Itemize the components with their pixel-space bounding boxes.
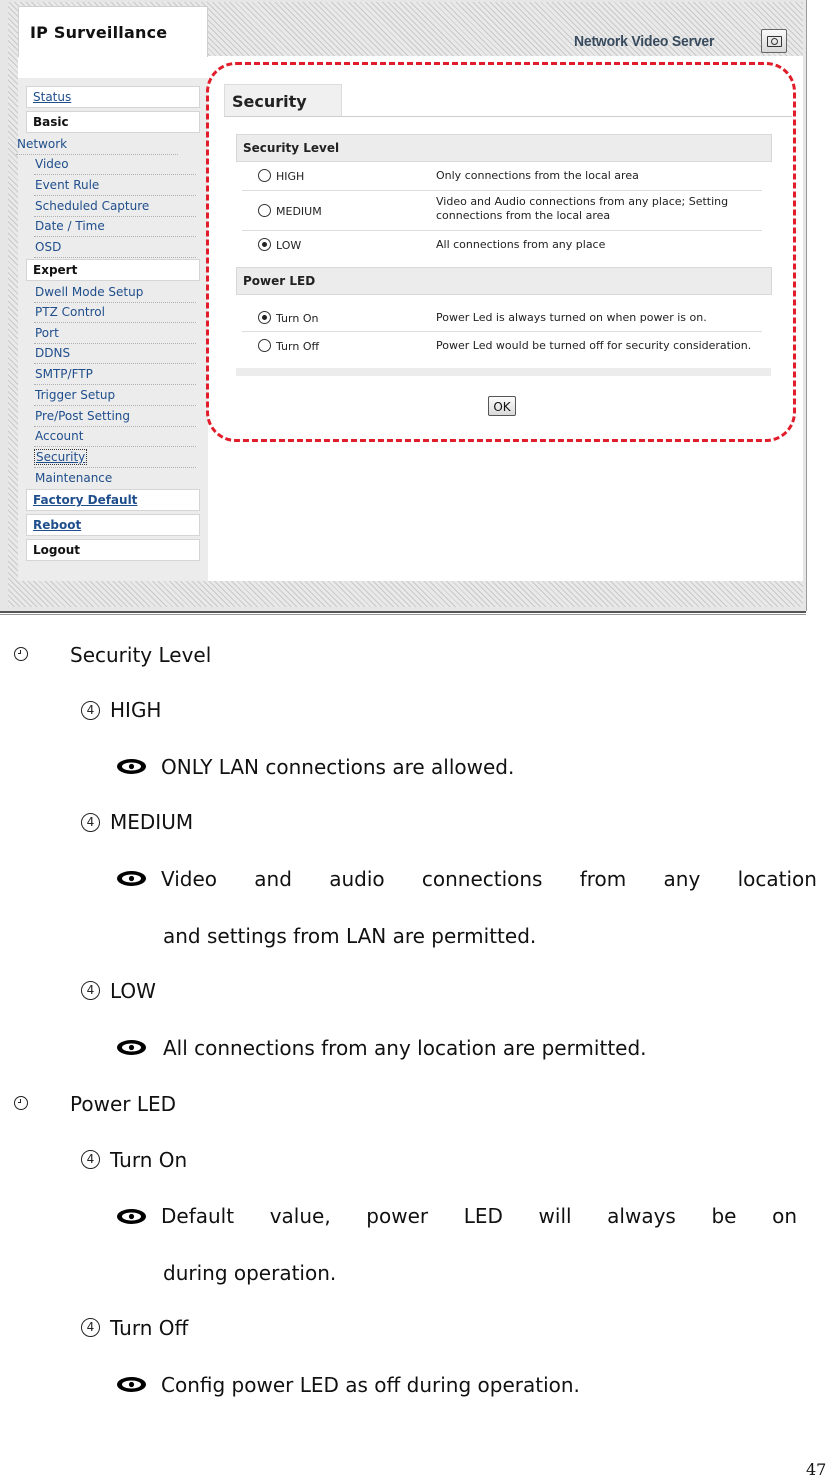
- sidebar-header-expert: Expert: [26, 259, 200, 281]
- sidebar-item-network[interactable]: Network: [16, 134, 178, 155]
- label-turn-on: Turn On: [110, 1148, 188, 1172]
- sidebar-header-basic: Basic: [26, 111, 200, 133]
- sidebar-item-event-rule[interactable]: Event Rule: [34, 175, 196, 196]
- option-label-medium: MEDIUM: [276, 205, 322, 218]
- desc-medium-line1: Video and audio connections from any location: [161, 867, 817, 891]
- sidebar-item-security[interactable]: Security: [34, 447, 196, 468]
- sidebar-item-status[interactable]: Status: [26, 86, 200, 108]
- sidebar-item-account[interactable]: Account: [34, 426, 196, 447]
- security-level-row-high: [242, 162, 762, 191]
- sidebar-item-date-time[interactable]: Date / Time: [34, 216, 196, 237]
- sidebar-item-ptz-control[interactable]: PTZ Control: [34, 302, 196, 323]
- radio-turn-on[interactable]: [258, 311, 271, 324]
- clock-bullet-icon: [14, 1096, 28, 1110]
- option-label-turn-off: Turn Off: [276, 340, 320, 353]
- power-led-row-off: [242, 331, 762, 359]
- security-level-row-medium: [242, 190, 762, 231]
- sidebar-item-osd[interactable]: OSD: [34, 237, 196, 258]
- security-level-header: Security Level: [236, 134, 772, 162]
- eye-bullet-icon: [116, 1039, 147, 1056]
- power-led-header: Power LED: [236, 267, 772, 295]
- power-led-row-on: [242, 303, 762, 332]
- app-title-tab: [18, 6, 208, 57]
- circled-four-bullet-icon: 4: [81, 813, 100, 832]
- eye-bullet-icon: [116, 1376, 147, 1393]
- eye-bullet-icon: [116, 758, 147, 775]
- desc-turn-on-line2: during operation.: [163, 1261, 337, 1285]
- label-low: LOW: [110, 979, 156, 1003]
- sidebar-item-smtp-ftp[interactable]: SMTP/FTP: [34, 364, 196, 385]
- desc-turn-off: Config power LED as off during operation.: [161, 1373, 580, 1397]
- divider: [0, 611, 806, 613]
- desc-turn-on-line1: Default value, power LED will always be on: [161, 1204, 797, 1228]
- heading-power-led: Power LED: [70, 1092, 177, 1116]
- page-number: 47: [806, 1460, 826, 1479]
- sidebar-item-scheduled-capture[interactable]: Scheduled Capture: [34, 196, 196, 217]
- sidebar-item-dwell-mode-setup[interactable]: Dwell Mode Setup: [34, 282, 196, 303]
- label-medium: MEDIUM: [110, 810, 194, 834]
- option-label-low: LOW: [276, 239, 302, 252]
- app-title: IP Surveillance: [30, 23, 168, 42]
- option-desc-low: All connections from any place: [436, 238, 606, 251]
- sidebar-item-trigger-setup[interactable]: Trigger Setup: [34, 385, 196, 406]
- option-desc-high: Only connections from the local area: [436, 169, 639, 182]
- divider: [224, 116, 792, 117]
- option-desc-turn-off: Power Led would be turned off for security consideration.: [436, 339, 752, 352]
- option-desc-medium: Video and Audio connections from any place; Setting connections from the local area: [436, 195, 729, 222]
- radio-medium[interactable]: [258, 204, 271, 217]
- radio-high[interactable]: [258, 169, 271, 182]
- label-high: HIGH: [110, 698, 162, 722]
- radio-turn-off[interactable]: [258, 339, 271, 352]
- circled-four-bullet-icon: 4: [81, 701, 100, 720]
- radio-low[interactable]: [258, 238, 271, 251]
- option-desc-turn-on: Power Led is always turned on when power is on.: [436, 311, 707, 324]
- circled-four-bullet-icon: 4: [81, 1150, 100, 1169]
- label-turn-off: Turn Off: [110, 1316, 189, 1340]
- page-title-tab: [224, 84, 342, 117]
- eye-bullet-icon: [116, 870, 147, 887]
- option-label-turn-on: Turn On: [276, 312, 319, 325]
- circled-four-bullet-icon: 4: [81, 981, 100, 1000]
- ok-button[interactable]: OK: [488, 396, 516, 416]
- option-label-high: HIGH: [276, 170, 305, 183]
- security-level-row-low: [242, 230, 762, 258]
- heading-security-level: Security Level: [70, 643, 212, 667]
- sidebar-item-maintenance[interactable]: Maintenance: [35, 471, 113, 485]
- divider: [0, 614, 806, 615]
- eye-bullet-icon: [116, 1208, 147, 1225]
- clock-bullet-icon: [14, 647, 28, 661]
- sidebar-item-port[interactable]: Port: [34, 323, 196, 344]
- sidebar-item-factory-default[interactable]: Factory Default: [26, 489, 200, 511]
- circled-four-bullet-icon: 4: [81, 1318, 100, 1337]
- sidebar-item-video[interactable]: Video: [34, 154, 196, 175]
- desc-high: ONLY LAN connections are allowed.: [161, 755, 515, 779]
- sidebar-item-reboot[interactable]: Reboot: [26, 514, 200, 536]
- sidebar-item-pre-post-setting[interactable]: Pre/Post Setting: [34, 406, 196, 427]
- desc-low: All connections from any location are permitted.: [163, 1036, 647, 1060]
- section-footer: [236, 368, 771, 376]
- brand-logo: Network Video Server: [574, 33, 715, 50]
- desc-medium-line2: and settings from LAN are permitted.: [163, 924, 537, 948]
- snapshot-camera-icon[interactable]: [761, 29, 787, 53]
- sidebar-item-logout[interactable]: Logout: [26, 539, 200, 561]
- sidebar-item-ddns[interactable]: DDNS: [34, 343, 196, 364]
- page-title: Security: [232, 92, 307, 111]
